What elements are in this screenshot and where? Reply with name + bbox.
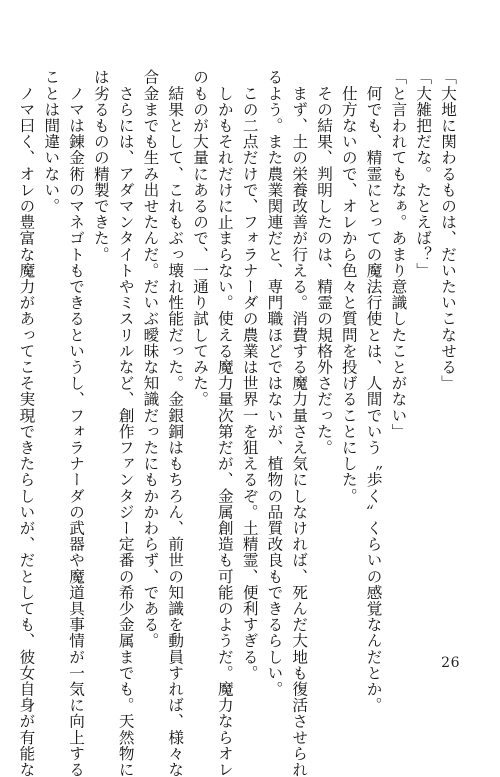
text-line: 合金までも生み出せたんだ。だいぶ曖昧な知識だったにもかかわらず、である。 xyxy=(141,69,160,649)
text-line: ノマ曰く、オレの豊富な魔力があってこそ実現できたらしいが、だとしても、彼女自身が有能な xyxy=(17,69,36,777)
text-line: 仕方ないので、オレから色々と質問を投げることにした。 xyxy=(339,69,358,504)
text-line: さらには、アダマンタイトやミスリルなど、創作ファンタジー定番の希少金属までも。天然物に xyxy=(116,69,135,777)
text-line: るよう。また農業関連だと、専門職ほどではないが、植物の品質改良もできるらしい。 xyxy=(265,69,284,697)
text-line: 「と言われてもなぁ。あまり意識したことがない」 xyxy=(389,69,408,440)
page-number: 26 xyxy=(441,655,460,671)
text-line: 何でも、精霊にとっての魔法行使とは、人間でいう〝歩く〟くらいの感覚なんだとか。 xyxy=(364,69,383,713)
text-line: ノマは錬金術のマネゴトもできるというし、フォラナーダの武器や魔道具事情が一気に向上する xyxy=(67,69,86,777)
text-line: は劣るものの精製できた。 xyxy=(91,69,110,263)
text-line: まず、土の栄養改善が行える。消費する魔力量さえ気にしなければ、死んだ大地も復活させられ xyxy=(290,69,309,777)
text-line: 「大雑把だな。たとえば？」 xyxy=(414,69,433,279)
text-line: この二点だけで、フォラナーダの農業は世界一を狙えるぞ。土精霊、便利すぎる。 xyxy=(240,69,259,681)
text-line: その結果、判明したのは、精霊の規格外さだった。 xyxy=(315,69,334,456)
text-line: 結果として、これもぶっ壊れ性能だった。金銀銅はもちろん、前世の知識を動員すれば、様々な xyxy=(166,69,185,777)
text-line: 「大地に関わるものは、だいたいこなせる」 xyxy=(439,69,457,391)
text-line: ことは間違いない。 xyxy=(42,69,61,214)
text-line: のものが大量にあるので、一通り試してみた。 xyxy=(191,69,210,408)
text-line: しかもそれだけに止まらない。使える魔力量次第だが、金属創造も可能のようだ。魔力ならオレ xyxy=(215,69,234,777)
